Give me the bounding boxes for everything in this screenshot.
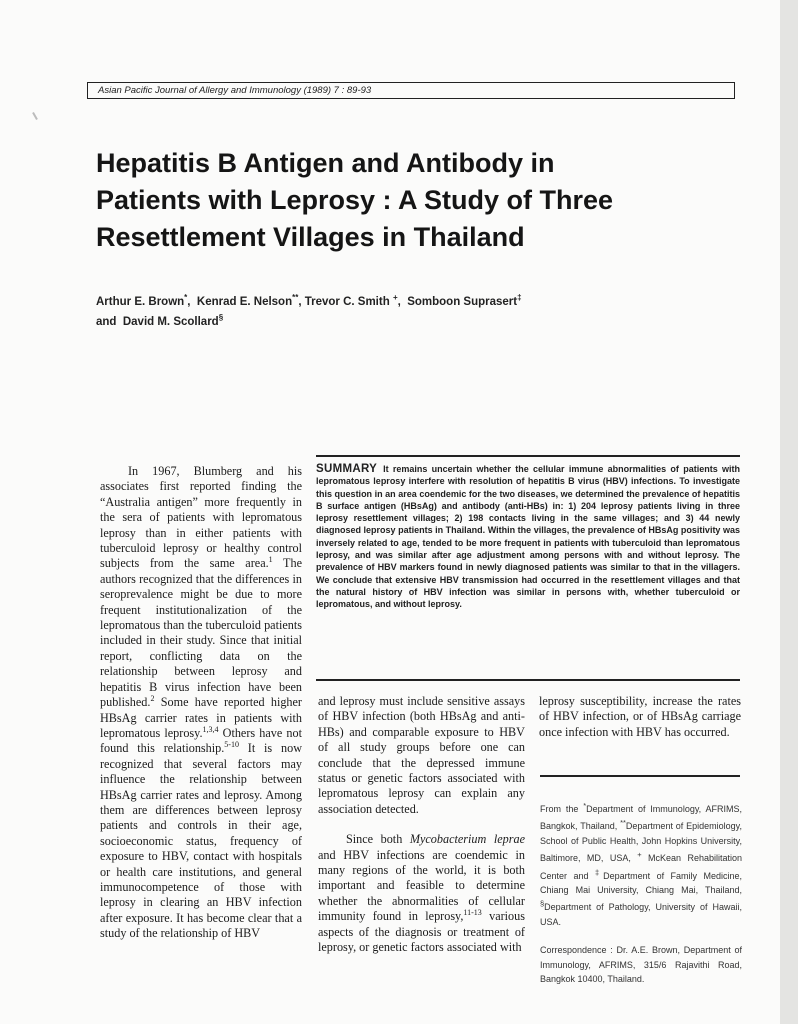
author-mark: ** bbox=[292, 293, 299, 303]
footnote-rule bbox=[540, 775, 740, 777]
body-text: Others have not found this relationship. bbox=[100, 725, 302, 756]
footnotes bbox=[540, 799, 742, 986]
body-text: The authors recognized that the differences in seroprevalence might be due to more frequent institutionalization of the lepromatous than the tuberculoid patients included in their study. Since that initial report, conflicting data on the relationship between leprosy and hepatitis B virus infection have been published. bbox=[100, 556, 302, 710]
footnote-text: Department of Family Medicine, Chiang Mai University, Chiang Mai, Thailand, bbox=[540, 870, 743, 896]
reference-mark: 1,3,4 bbox=[202, 724, 219, 734]
intro-paragraph bbox=[100, 464, 302, 942]
footnote-text: From the bbox=[540, 804, 584, 814]
article-title bbox=[96, 145, 736, 256]
author-line-1: Arthur E. Brown*, Kenrad E. Nelson**, Trevor C. Smith +, Somboon Suprasert‡ bbox=[96, 293, 522, 308]
title-line-1: Hepatitis B Antigen and Antibody in bbox=[96, 148, 555, 178]
footnote-mark: + bbox=[637, 850, 642, 860]
body-text: and HBV infections are coendemic in many regions of the world, it is both important and feasible to determine whether the abnormalities of cellular immunity found in leprosy, bbox=[318, 847, 525, 924]
author-mark: + bbox=[392, 293, 398, 303]
author-name: David M. Scollard bbox=[122, 316, 219, 328]
scan-page-edge bbox=[780, 0, 798, 1024]
summary-heading: SUMMARY bbox=[316, 463, 378, 475]
body-text: Some have reported higher HBsAg carrier rates in patients with lepromatous leprosy. bbox=[100, 695, 302, 740]
footnote-mark: ** bbox=[620, 818, 626, 828]
summary-block bbox=[316, 463, 740, 611]
footnote-mark: * bbox=[583, 801, 587, 810]
body-paragraph: and leprosy must include sensitive assays of HBV infection (both HBsAg and anti-HBs) and comparable exposure to HBV of all study groups before one can conclude that the depressed immune status or genetic factors associated with lepromatous leprosy can explain any association detected. bbox=[318, 694, 525, 816]
author-list bbox=[96, 292, 776, 332]
reference-mark: 1 bbox=[268, 555, 273, 565]
author-line-2 bbox=[96, 312, 776, 332]
footnote-mark: ‡ bbox=[594, 867, 604, 877]
footnote-text: Department of Immunology, AFRIMS, Bangkok, Thailand, bbox=[540, 804, 742, 832]
summary-bottom-rule bbox=[316, 679, 740, 681]
author-name: Arthur E. Brown bbox=[96, 296, 185, 308]
summary-text: It remains uncertain whether the cellular immune abnormalities of patients with lepromatous leprosy interfere with resolution of hepatitis B virus (HBV) infections. To investigate this question in an area coendemic for the two diseases, we determined the prevalence of hepatitis B surface antigen (HBsAg) and antibody (anti-HBs) in: 1) 204 leprosy patients living in three leprosy resettlement villages; 2) 198 contacts living in the same villages; and 3) 44 newly diagnosed leprosy patients in Thailand. Within the villages, the prevalence of HBsAg positivity was inversely related to age, tended to be more frequent in patients with tuberculoid than lepromatous leprosy, and was similar after age adjustment among persons with and without leprosy. The prevalence of HBV markers found in newly diagnosed patients was similar to that in the villagers. We conclude that extensive HBV transmission had occurred in the resettlement villages and that the natural history of HBV infection was similar in persons with, whether tuberculoid or lepromatous, and without leprosy. bbox=[316, 464, 740, 610]
author-conjunction: and bbox=[96, 316, 117, 328]
reference-mark: 5-10 bbox=[224, 740, 239, 750]
body-text: Since both bbox=[346, 832, 410, 847]
author-name: Trevor C. Smith bbox=[304, 296, 390, 308]
footnote-text: Department of Epidemiology, School of Public Health, John Hopkins University, Baltimore, MD, USA, bbox=[540, 821, 742, 864]
body-column-2 bbox=[318, 694, 525, 956]
footnote-text: Department of Pathology, University of Hawaii, USA. bbox=[540, 902, 742, 927]
title-line-2: Patients with Leprosy : A Study of Three bbox=[96, 185, 614, 215]
title-line-3: Resettlement Villages in Thailand bbox=[96, 222, 525, 252]
body-text: various aspects of the diagnosis or treatment of leprosy, or genetic factors associated with bbox=[318, 909, 525, 955]
body-text: In 1967, Blumberg and his associates first reported finding the “Australia antigen” more frequently in the sera of patients with lepromatous leprosy than in either patients with tuberculoid leprosy or healthy control subjects from the same area. bbox=[100, 464, 302, 571]
author-mark: ‡ bbox=[517, 293, 522, 303]
footnote-text: McKean Rehabilitation Center and bbox=[540, 853, 742, 881]
body-paragraph bbox=[318, 832, 525, 955]
body-column-3 bbox=[539, 694, 741, 740]
body-text: It is now recognized that several factors may influence the relationship between HBsAg carrier rates and leprosy. Among them are differences between leprosy patients and controls in their age, socioeconomic status, frequency of exposure to HBV, contact with hospitals or health care institutions, and general immunocompetence of those with leprosy in clearing an HBV infection after exposure. It has become clear that a study of the relationship of HBV bbox=[100, 741, 302, 941]
reference-mark: 2 bbox=[150, 694, 155, 704]
species-name: Mycobacterium leprae bbox=[409, 832, 525, 847]
journal-citation-header: Asian Pacific Journal of Allergy and Immunology (1989) 7 : 89-93 bbox=[87, 82, 735, 99]
footnote-mark: § bbox=[540, 899, 545, 909]
author-name: Kenrad E. Nelson bbox=[196, 296, 293, 308]
body-paragraph: leprosy susceptibility, increase the rates of HBV infection, or of HBsAg carriage once infection with HBV has occurred. bbox=[539, 694, 741, 739]
author-mark: * bbox=[184, 293, 188, 303]
body-column-1 bbox=[100, 464, 302, 942]
author-name: Somboon Suprasert bbox=[407, 296, 518, 308]
affiliations-note bbox=[540, 799, 742, 929]
author-mark: § bbox=[218, 313, 224, 323]
scan-speck bbox=[32, 112, 38, 120]
reference-mark: 11-13 bbox=[463, 908, 482, 918]
summary-top-rule bbox=[316, 455, 740, 457]
correspondence-note: Correspondence : Dr. A.E. Brown, Department of Immunology, AFRIMS, 315/6 Rajavithi Road, Bangkok 10400, Thailand. bbox=[540, 945, 742, 985]
